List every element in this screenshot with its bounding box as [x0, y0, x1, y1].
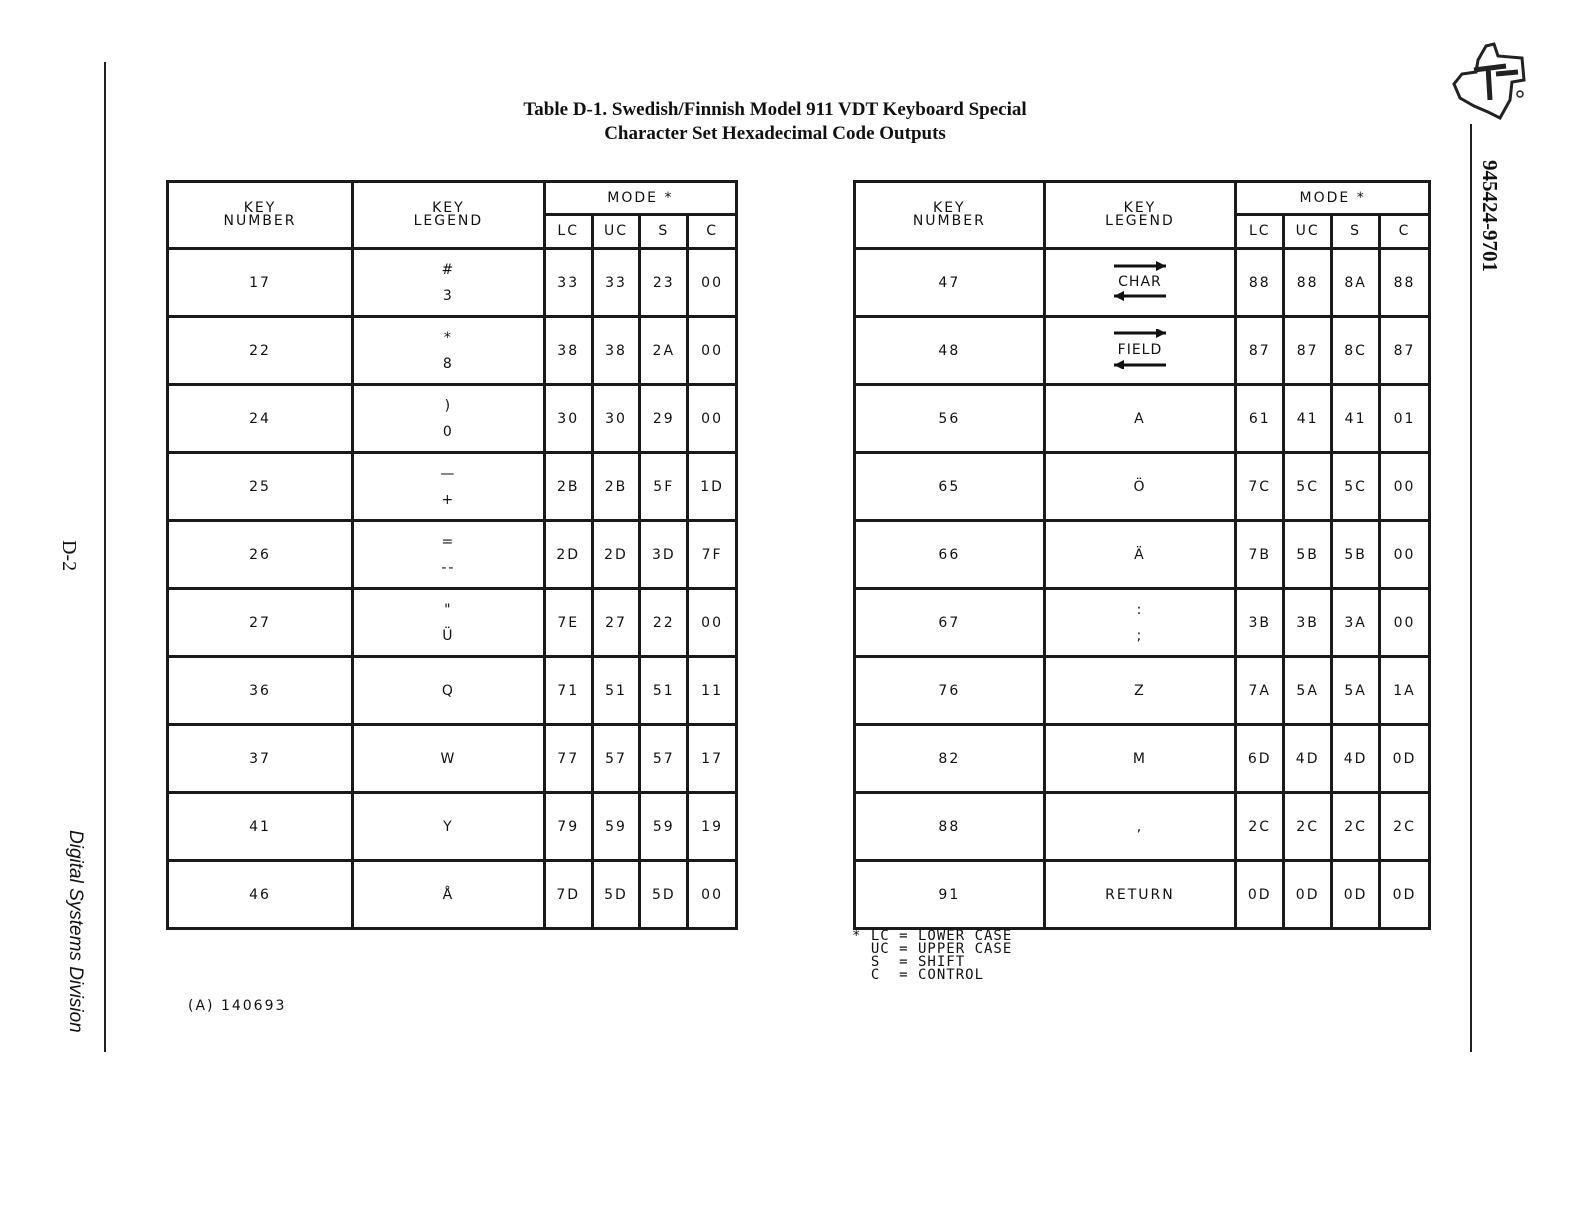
header-mode: MODE *	[544, 182, 736, 215]
key-number-cell: 48	[855, 317, 1045, 385]
header-c: C	[1380, 215, 1430, 249]
table-row	[168, 657, 737, 725]
title-line-1: Table D-1. Swedish/Finnish Model 911 VDT Keyboard Special	[523, 99, 1027, 120]
code-lc-cell: 7C	[1236, 453, 1284, 521]
key-number-cell: 36	[168, 657, 353, 725]
key-number-cell: 26	[168, 521, 353, 589]
key-legend-cell	[1044, 589, 1236, 657]
code-lc-cell: 6D	[1236, 725, 1284, 793]
legend-glyph: Y	[443, 818, 454, 835]
header-key-legend: KEY LEGEND	[352, 182, 544, 249]
key-number-cell: 46	[168, 861, 353, 929]
code-lc-cell: 7A	[1236, 657, 1284, 725]
code-lc-cell: 3B	[1236, 589, 1284, 657]
code-lc-cell: 2C	[1236, 793, 1284, 861]
table-row	[168, 589, 737, 657]
key-legend-cell	[352, 589, 544, 657]
code-uc-cell: 41	[1284, 385, 1332, 453]
key-number-cell: 56	[855, 385, 1045, 453]
table-row	[855, 317, 1430, 385]
header-key-number: KEY NUMBER	[168, 182, 353, 249]
code-lc-cell: 7B	[1236, 521, 1284, 589]
key-legend-cell	[1044, 861, 1236, 929]
table-row	[168, 725, 737, 793]
table-row	[168, 861, 737, 929]
key-legend-cell	[1044, 657, 1236, 725]
code-uc-cell: 0D	[1284, 861, 1332, 929]
key-number-cell: 22	[168, 317, 353, 385]
code-lc-cell: 2B	[544, 453, 592, 521]
code-c-cell: 00	[1380, 521, 1430, 589]
code-s-cell: 3D	[640, 521, 688, 589]
code-s-cell: 57	[640, 725, 688, 793]
header-s: S	[640, 215, 688, 249]
code-c-cell: 0D	[1380, 725, 1430, 793]
legend-glyph: Ü	[442, 627, 455, 644]
table-row	[168, 249, 737, 317]
code-lc-cell: 79	[544, 793, 592, 861]
code-lc-cell: 7D	[544, 861, 592, 929]
code-c-cell: 00	[1380, 453, 1430, 521]
code-lc-cell: 61	[1236, 385, 1284, 453]
table-row	[168, 521, 737, 589]
code-s-cell: 51	[640, 657, 688, 725]
key-number-cell: 66	[855, 521, 1045, 589]
header-lc: LC	[544, 215, 592, 249]
legend-glyph: +	[441, 491, 456, 508]
code-uc-cell: 51	[592, 657, 640, 725]
table-row	[855, 385, 1430, 453]
key-number-cell: 65	[855, 453, 1045, 521]
code-c-cell: 88	[1380, 249, 1430, 317]
table-title	[460, 98, 1090, 146]
code-s-cell: 5A	[1332, 657, 1380, 725]
code-uc-cell: 4D	[1284, 725, 1332, 793]
key-legend-cell	[352, 725, 544, 793]
note-line: C = CONTROL	[852, 967, 985, 983]
code-uc-cell: 2B	[592, 453, 640, 521]
code-table-left	[166, 180, 738, 930]
code-c-cell: 19	[688, 793, 737, 861]
code-uc-cell: 59	[592, 793, 640, 861]
key-number-cell: 25	[168, 453, 353, 521]
code-c-cell: 00	[688, 317, 737, 385]
code-uc-cell: 2C	[1284, 793, 1332, 861]
code-uc-cell: 38	[592, 317, 640, 385]
key-number-cell: 17	[168, 249, 353, 317]
code-uc-cell: 88	[1284, 249, 1332, 317]
header-key-legend: KEY LEGEND	[1044, 182, 1236, 249]
code-s-cell: 5C	[1332, 453, 1380, 521]
code-uc-cell: 27	[592, 589, 640, 657]
legend-text: FIELD	[1117, 341, 1163, 358]
page-number: D-2	[58, 540, 80, 572]
key-number-cell: 41	[168, 793, 353, 861]
header-key-number: KEY NUMBER	[855, 182, 1045, 249]
legend-glyph: RETURN	[1105, 886, 1175, 903]
header-lc: LC	[1236, 215, 1284, 249]
code-c-cell: 01	[1380, 385, 1430, 453]
code-s-cell: 22	[640, 589, 688, 657]
legend-glyph: 8	[442, 355, 454, 372]
note-line: S = SHIFT	[852, 954, 966, 970]
code-uc-cell: 2D	[592, 521, 640, 589]
table-row	[855, 521, 1430, 589]
legend-glyph: ;	[1136, 627, 1144, 644]
arrow-legend	[1110, 261, 1170, 301]
key-legend-cell	[1044, 453, 1236, 521]
legend-glyph: Z	[1134, 682, 1146, 699]
legend-glyph: 3	[442, 287, 454, 304]
note-line: * LC = LOWER CASE	[852, 928, 1013, 944]
key-number-cell: 47	[855, 249, 1045, 317]
table-row	[168, 317, 737, 385]
code-table-right	[853, 180, 1431, 930]
key-legend-cell	[352, 861, 544, 929]
header-uc: UC	[592, 215, 640, 249]
code-c-cell: 87	[1380, 317, 1430, 385]
code-s-cell: 8C	[1332, 317, 1380, 385]
code-c-cell: 17	[688, 725, 737, 793]
key-legend-cell	[352, 521, 544, 589]
key-legend-cell	[352, 657, 544, 725]
table-row	[855, 725, 1430, 793]
legend-glyph: Q	[441, 682, 455, 699]
code-uc-cell: 57	[592, 725, 640, 793]
arrow-legend	[1110, 329, 1170, 369]
code-s-cell: 23	[640, 249, 688, 317]
division-label: Digital Systems Division	[65, 830, 86, 1033]
left-margin-rule	[104, 62, 106, 1052]
code-s-cell: 41	[1332, 385, 1380, 453]
legend-glyph: "	[444, 601, 453, 618]
code-uc-cell: 3B	[1284, 589, 1332, 657]
key-legend-cell	[1044, 317, 1236, 385]
code-s-cell: 2A	[640, 317, 688, 385]
code-lc-cell: 71	[544, 657, 592, 725]
key-legend-cell	[1044, 521, 1236, 589]
table-row	[855, 657, 1430, 725]
legend-glyph: A	[1134, 410, 1146, 427]
code-lc-cell: 38	[544, 317, 592, 385]
key-number-cell: 88	[855, 793, 1045, 861]
legend-glyph: Ö	[1133, 478, 1147, 495]
title-line-2: Character Set Hexadecimal Code Outputs	[604, 123, 946, 144]
legend-glyph: :	[1136, 601, 1144, 618]
header-c: C	[688, 215, 737, 249]
code-lc-cell: 30	[544, 385, 592, 453]
key-number-cell: 76	[855, 657, 1045, 725]
legend-glyph: *	[443, 329, 453, 346]
legend-glyph: M	[1132, 750, 1147, 767]
code-s-cell: 5B	[1332, 521, 1380, 589]
key-legend-cell	[1044, 249, 1236, 317]
code-c-cell: 7F	[688, 521, 737, 589]
legend-glyph: =	[441, 533, 456, 550]
legend-glyph: 0	[442, 423, 454, 440]
legend-glyph: #	[441, 261, 456, 278]
legend-glyph: W	[440, 750, 457, 767]
legend-glyph: ,	[1136, 818, 1144, 835]
key-number-cell: 24	[168, 385, 353, 453]
note-line: UC = UPPER CASE	[852, 941, 1013, 957]
header-s: S	[1332, 215, 1380, 249]
code-s-cell: 4D	[1332, 725, 1380, 793]
table-row	[168, 453, 737, 521]
code-lc-cell: 33	[544, 249, 592, 317]
document-number: 945424-9701	[1478, 160, 1502, 272]
code-c-cell: 00	[1380, 589, 1430, 657]
key-legend-cell	[1044, 793, 1236, 861]
table-row	[855, 589, 1430, 657]
code-uc-cell: 30	[592, 385, 640, 453]
code-uc-cell: 5C	[1284, 453, 1332, 521]
code-lc-cell: 87	[1236, 317, 1284, 385]
code-c-cell: 00	[688, 249, 737, 317]
code-s-cell: 29	[640, 385, 688, 453]
figure-reference: (A) 140693	[188, 998, 287, 1014]
header-uc: UC	[1284, 215, 1332, 249]
code-c-cell: 2C	[1380, 793, 1430, 861]
code-uc-cell: 5A	[1284, 657, 1332, 725]
code-s-cell: 5F	[640, 453, 688, 521]
mode-notes	[852, 930, 1012, 982]
code-c-cell: 1D	[688, 453, 737, 521]
code-c-cell: 00	[688, 589, 737, 657]
key-number-cell: 37	[168, 725, 353, 793]
table-row	[855, 453, 1430, 521]
key-number-cell: 82	[855, 725, 1045, 793]
key-number-cell: 27	[168, 589, 353, 657]
right-margin-rule	[1470, 124, 1472, 1052]
legend-glyph: Ä	[1134, 546, 1146, 563]
key-number-cell: 67	[855, 589, 1045, 657]
table-row	[855, 793, 1430, 861]
legend-glyph: )	[444, 397, 453, 414]
code-uc-cell: 5D	[592, 861, 640, 929]
key-legend-cell	[352, 249, 544, 317]
table-row	[168, 385, 737, 453]
code-uc-cell: 87	[1284, 317, 1332, 385]
code-c-cell: 00	[688, 385, 737, 453]
code-lc-cell: 2D	[544, 521, 592, 589]
code-lc-cell: 0D	[1236, 861, 1284, 929]
legend-glyph: Å	[442, 886, 455, 903]
code-s-cell: 0D	[1332, 861, 1380, 929]
code-lc-cell: 77	[544, 725, 592, 793]
code-uc-cell: 33	[592, 249, 640, 317]
code-lc-cell: 7E	[544, 589, 592, 657]
table-row	[855, 249, 1430, 317]
code-s-cell: 3A	[1332, 589, 1380, 657]
code-c-cell: 11	[688, 657, 737, 725]
legend-glyph: --	[441, 559, 456, 576]
table-row	[855, 861, 1430, 929]
code-s-cell: 2C	[1332, 793, 1380, 861]
code-s-cell: 8A	[1332, 249, 1380, 317]
legend-text: CHAR	[1118, 273, 1162, 290]
key-number-cell: 91	[855, 861, 1045, 929]
key-legend-cell	[1044, 385, 1236, 453]
key-legend-cell	[1044, 725, 1236, 793]
key-legend-cell	[352, 453, 544, 521]
table-row	[168, 793, 737, 861]
ti-logo-icon	[1448, 40, 1532, 124]
legend-glyph: —	[440, 465, 457, 482]
code-c-cell: 0D	[1380, 861, 1430, 929]
key-legend-cell	[352, 385, 544, 453]
header-mode: MODE *	[1236, 182, 1430, 215]
key-legend-cell	[352, 317, 544, 385]
code-s-cell: 5D	[640, 861, 688, 929]
code-uc-cell: 5B	[1284, 521, 1332, 589]
key-legend-cell	[352, 793, 544, 861]
code-s-cell: 59	[640, 793, 688, 861]
code-lc-cell: 88	[1236, 249, 1284, 317]
code-c-cell: 1A	[1380, 657, 1430, 725]
code-c-cell: 00	[688, 861, 737, 929]
